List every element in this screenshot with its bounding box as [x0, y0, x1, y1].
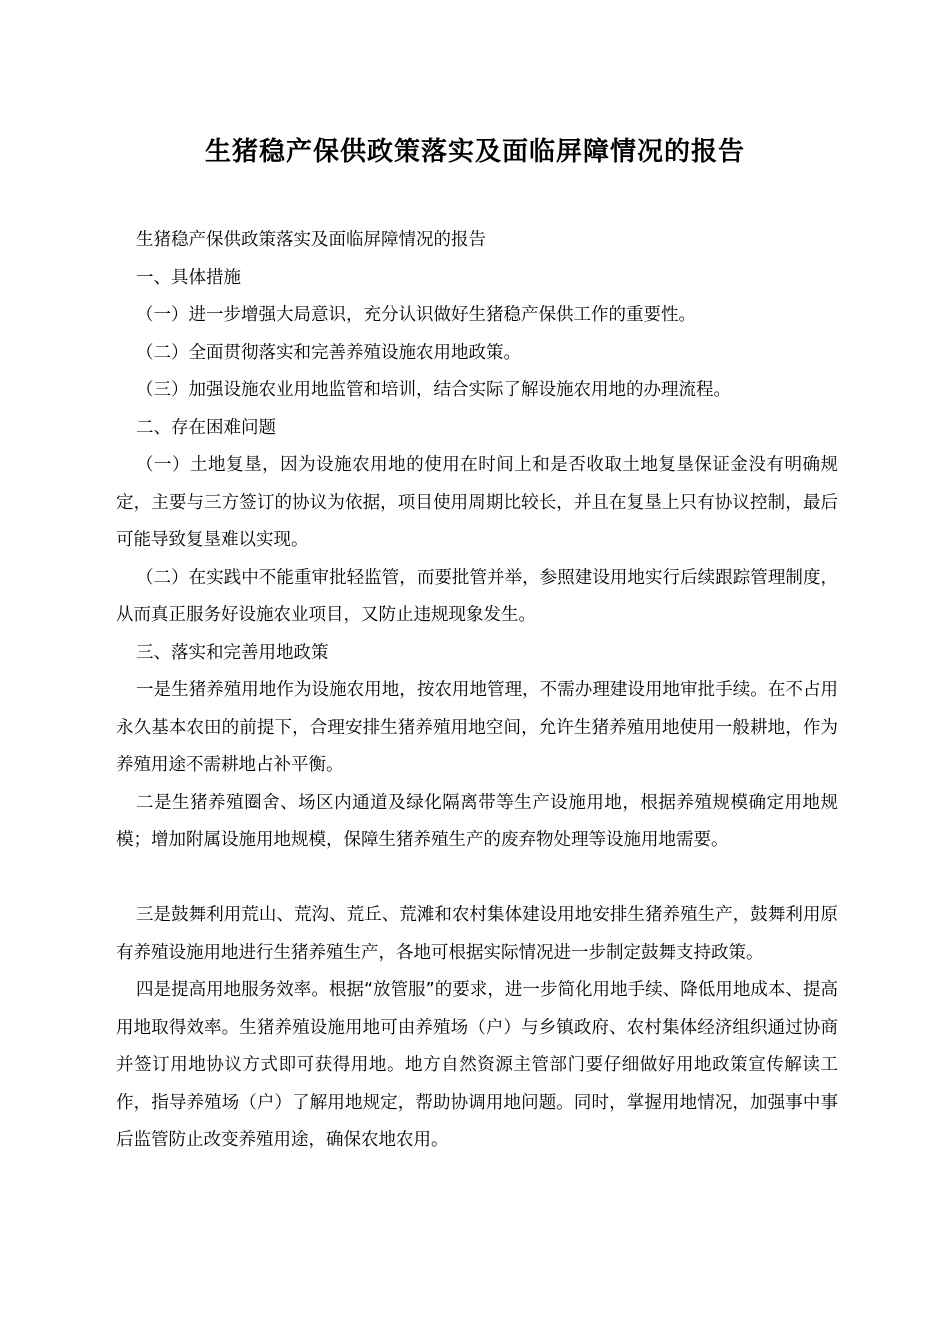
- document-body: [116, 222, 838, 1160]
- section-heading-policy: 三、落实和完善用地政策: [136, 642, 329, 663]
- section-heading-measures: 一、具体措施: [136, 267, 241, 288]
- paragraph-measure-1: （一）进一步增强大局意识，充分认识做好生猪稳产保供工作的重要性。: [136, 305, 696, 325]
- document-title: 生猪稳产保供政策落实及面临屏障情况的报告: [204, 137, 745, 167]
- paragraph-policy-4: 四是提高用地服务效率。根据“放管服”的要求，进一步简化用地手续、降低用地成本、提高用地取得效率。生猪养殖设施用地可由养殖场（户）与乡镇政府、农村集体经济组织通过协商并签订用地协议方式即可获得用地。地方自然资源主管部门要仔细做好用地政策宣传解读工作，指导养殖场（户）了解用地规定，帮助协调用地问题。同时，掌握用地情况，加强事中事后监管防止改变养殖用途，确保农地农用。: [116, 980, 838, 1150]
- paragraph-problem-2: （二）在实践中不能重审批轻监管，而要批管并举，参照建设用地实行后续跟踪管理制度，从而真正服务好设施农业项目，又防止违规现象发生。: [116, 567, 838, 625]
- paragraph-policy-3: 三是鼓舞利用荒山、荒沟、荒丘、荒滩和农村集体建设用地安排生猪养殖生产，鼓舞利用原有养殖设施用地进行生猪养殖生产，各地可根据实际情况进一步制定鼓舞支持政策。: [116, 905, 838, 963]
- paragraph-policy-1: 一是生猪养殖用地作为设施农用地，按农用地管理，不需办理建设用地审批手续。在不占用永久基本农田的前提下，合理安排生猪养殖用地空间，允许生猪养殖用地使用一般耕地，作为养殖用途不需耕地占补平衡。: [116, 680, 838, 775]
- section-heading-problems: 二、存在困难问题: [136, 417, 276, 438]
- paragraph-problem-1: （一）土地复垦，因为设施农用地的使用在时间上和是否收取土地复垦保证金没有明确规定，主要与三方签订的协议为依据，项目使用周期比较长，并且在复垦上只有协议控制，最后可能导致复垦难以实现。: [116, 455, 838, 550]
- paragraph-repeat-title: 生猪稳产保供政策落实及面临屏障情况的报告: [136, 230, 486, 250]
- paragraph-policy-2: 二是生猪养殖圈舍、场区内通道及绿化隔离带等生产设施用地，根据养殖规模确定用地规模；增加附属设施用地规模，保障生猪养殖生产的废弃物处理等设施用地需要。: [116, 792, 838, 850]
- paragraph-measure-2: （二）全面贯彻落实和完善养殖设施农用地政策。: [136, 342, 521, 363]
- paragraph-measure-3: （三）加强设施农业用地监管和培训，结合实际了解设施农用地的办理流程。: [136, 380, 731, 400]
